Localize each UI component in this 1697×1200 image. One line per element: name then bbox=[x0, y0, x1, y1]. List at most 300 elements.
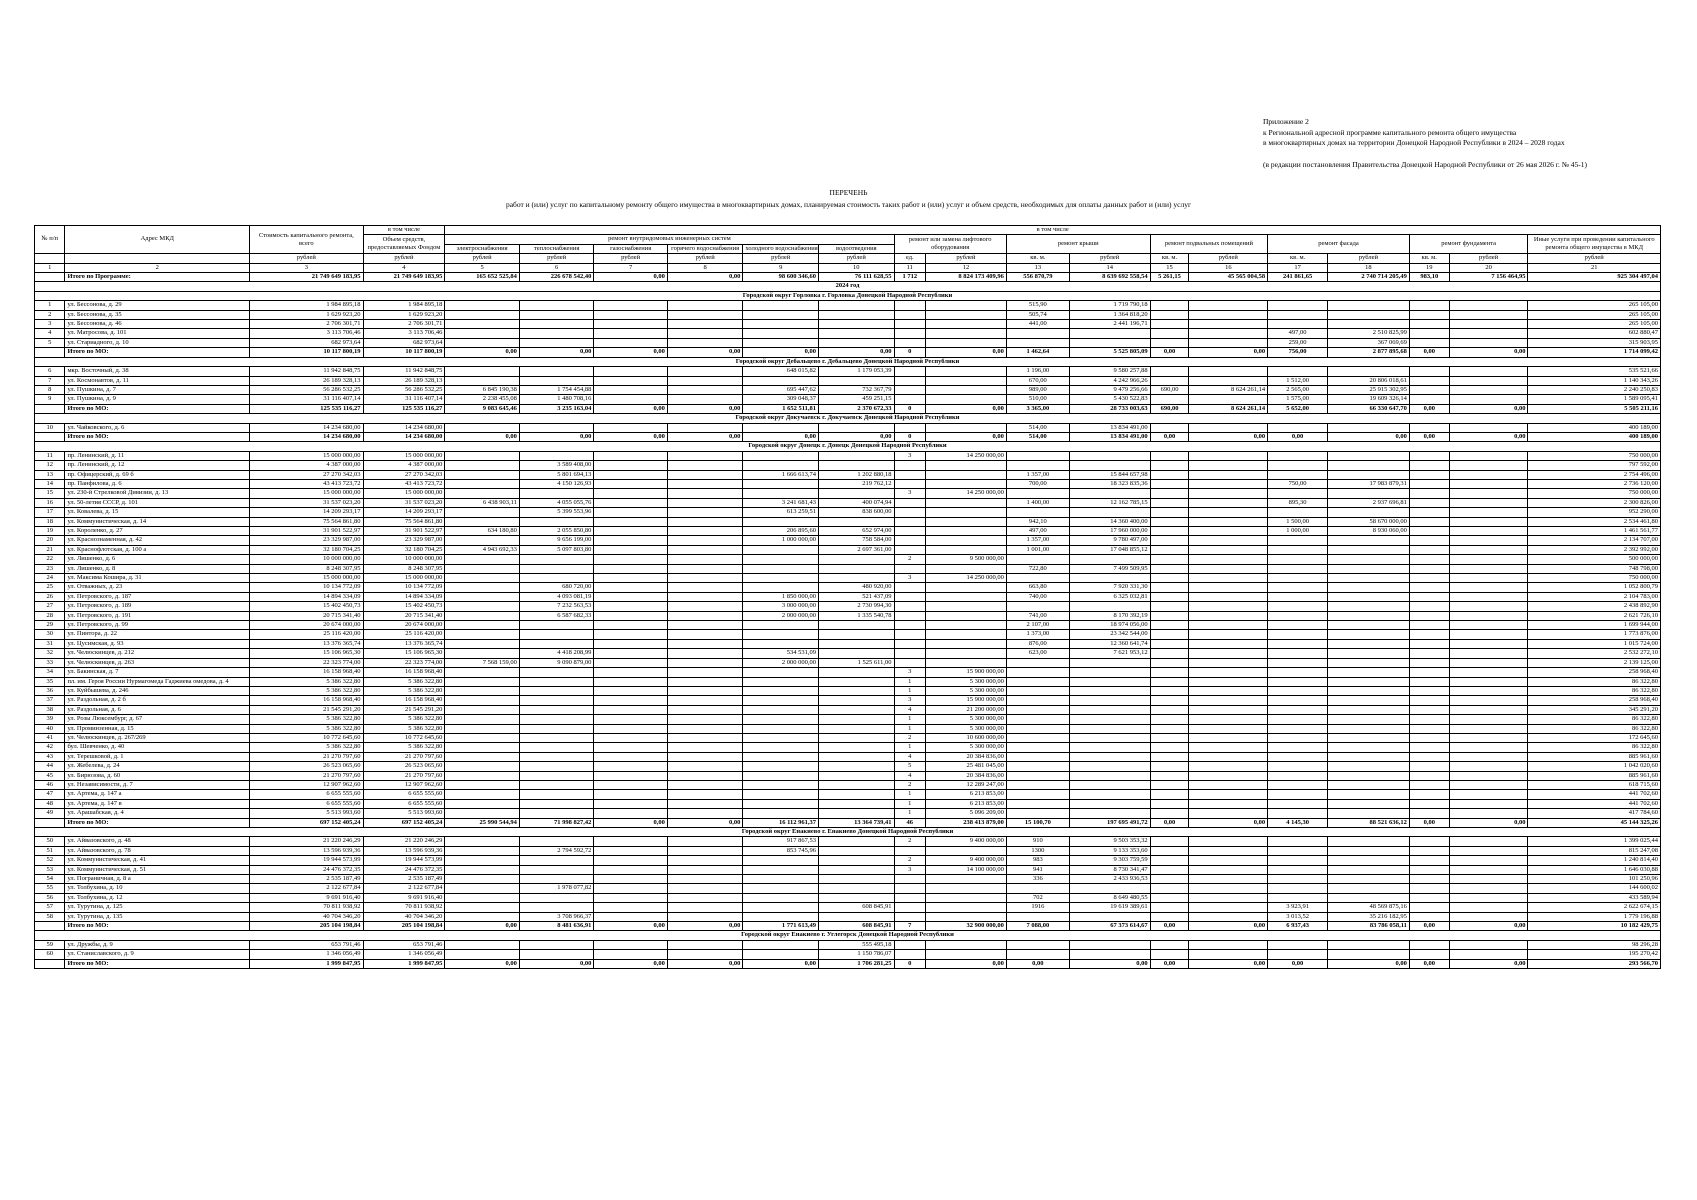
table-row bbox=[35, 696, 1661, 705]
address-cell: ул. Терешковой, д. 1 bbox=[65, 752, 250, 761]
value-cell bbox=[1189, 668, 1268, 677]
value-cell bbox=[667, 508, 743, 517]
value-cell bbox=[926, 385, 1007, 394]
row-number-cell: 14 bbox=[35, 479, 65, 488]
value-cell bbox=[818, 310, 894, 319]
value-cell bbox=[594, 940, 667, 949]
value-cell bbox=[594, 320, 667, 329]
value-cell bbox=[667, 301, 743, 310]
value-cell: 2 104 783,00 bbox=[1528, 592, 1661, 601]
value-cell bbox=[445, 752, 520, 761]
value-cell: 15 106 965,30 bbox=[363, 649, 445, 658]
value-cell bbox=[1449, 583, 1528, 592]
value-cell bbox=[519, 771, 594, 780]
value-cell bbox=[1268, 743, 1328, 752]
value-cell bbox=[1327, 809, 1409, 818]
value-cell bbox=[818, 639, 894, 648]
value-cell bbox=[519, 893, 594, 902]
value-cell: 16 112 961,37 bbox=[743, 818, 819, 827]
column-number: 9 bbox=[743, 263, 819, 272]
value-cell: 4 055 055,76 bbox=[519, 498, 594, 507]
value-cell bbox=[1449, 310, 1528, 319]
value-cell bbox=[1268, 545, 1328, 554]
value-cell: 336 bbox=[1006, 875, 1069, 884]
value-cell: 8 649 480,55 bbox=[1069, 893, 1150, 902]
value-cell bbox=[1449, 461, 1528, 470]
value-cell bbox=[818, 846, 894, 855]
value-cell bbox=[818, 733, 894, 742]
value-cell bbox=[1150, 517, 1189, 526]
value-cell bbox=[1150, 555, 1189, 564]
value-cell bbox=[1449, 865, 1528, 874]
value-cell bbox=[1268, 950, 1328, 959]
unit-cell: рублей bbox=[1069, 254, 1150, 263]
header-num: № п/п bbox=[35, 226, 65, 254]
value-cell bbox=[519, 630, 594, 639]
value-cell: 15 900 000,00 bbox=[926, 696, 1007, 705]
value-cell bbox=[818, 301, 894, 310]
municipality-row-label: Городской округ Донецк г. Донецк Донецкой Народной Республики bbox=[35, 442, 1661, 451]
value-cell bbox=[894, 583, 925, 592]
value-cell: 10 134 772,09 bbox=[250, 583, 363, 592]
value-cell bbox=[1327, 752, 1409, 761]
value-cell bbox=[445, 423, 520, 432]
value-cell bbox=[1069, 696, 1150, 705]
value-cell: 700,00 bbox=[1006, 479, 1069, 488]
value-cell: 13 364 739,41 bbox=[818, 818, 894, 827]
value-cell bbox=[818, 489, 894, 498]
value-cell bbox=[743, 517, 819, 526]
value-cell: 514,00 bbox=[1006, 423, 1069, 432]
value-cell: 1 666 613,74 bbox=[743, 470, 819, 479]
value-cell: 8 170 392,19 bbox=[1069, 611, 1150, 620]
value-cell bbox=[743, 451, 819, 460]
value-cell bbox=[818, 517, 894, 526]
value-cell: 885 961,60 bbox=[1528, 771, 1661, 780]
value-cell: 3 000 000,00 bbox=[743, 602, 819, 611]
value-cell: 1 461 561,77 bbox=[1528, 527, 1661, 536]
value-cell bbox=[743, 677, 819, 686]
value-cell: 722,80 bbox=[1006, 564, 1069, 573]
value-cell: 125 535 116,27 bbox=[250, 404, 363, 413]
value-cell bbox=[1006, 461, 1069, 470]
value-cell bbox=[445, 677, 520, 686]
value-cell bbox=[1449, 677, 1528, 686]
value-cell bbox=[445, 837, 520, 846]
value-cell bbox=[1006, 950, 1069, 959]
value-cell bbox=[1268, 470, 1328, 479]
value-cell bbox=[519, 705, 594, 714]
value-cell bbox=[1150, 574, 1189, 583]
value-cell bbox=[1150, 940, 1189, 949]
address-cell: Итого по МО: bbox=[65, 348, 250, 357]
value-cell: 16 158 968,40 bbox=[363, 696, 445, 705]
value-cell bbox=[519, 715, 594, 724]
value-cell: 6 325 032,81 bbox=[1069, 592, 1150, 601]
value-cell bbox=[1449, 893, 1528, 902]
address-cell: ул. Дружбы, д. 9 bbox=[65, 940, 250, 949]
value-cell: 1 357,00 bbox=[1006, 470, 1069, 479]
value-cell: 1916 bbox=[1006, 903, 1069, 912]
value-cell: 76 111 628,55 bbox=[818, 273, 894, 282]
unit-cell: рублей bbox=[1327, 254, 1409, 263]
value-cell bbox=[1409, 846, 1449, 855]
value-cell: 5 513 993,60 bbox=[363, 809, 445, 818]
value-cell bbox=[1150, 630, 1189, 639]
value-cell: 1 bbox=[894, 677, 925, 686]
column-number: 3 bbox=[250, 263, 363, 272]
column-number: 7 bbox=[594, 263, 667, 272]
value-cell bbox=[667, 780, 743, 789]
value-cell: 14 250 000,00 bbox=[926, 489, 1007, 498]
value-cell bbox=[1268, 489, 1328, 498]
value-cell bbox=[1409, 498, 1449, 507]
value-cell: 26 523 065,60 bbox=[250, 762, 363, 771]
municipality-total-row bbox=[35, 432, 1661, 441]
value-cell bbox=[1150, 809, 1189, 818]
value-cell bbox=[818, 696, 894, 705]
value-cell: 15 106 965,30 bbox=[250, 649, 363, 658]
value-cell: 441,00 bbox=[1006, 320, 1069, 329]
table-row bbox=[35, 724, 1661, 733]
value-cell bbox=[519, 555, 594, 564]
value-cell: 3 bbox=[894, 865, 925, 874]
value-cell bbox=[1409, 743, 1449, 752]
value-cell: 25 116 420,00 bbox=[363, 630, 445, 639]
value-cell: 15 000 000,00 bbox=[363, 574, 445, 583]
value-cell bbox=[594, 508, 667, 517]
appendix-line-1: Приложение 2 bbox=[1263, 117, 1309, 126]
table-row bbox=[35, 301, 1661, 310]
value-cell bbox=[519, 376, 594, 385]
value-cell: 4 387 000,00 bbox=[250, 461, 363, 470]
value-cell bbox=[667, 329, 743, 338]
value-cell bbox=[1069, 508, 1150, 517]
unit-cell: ед. bbox=[894, 254, 925, 263]
value-cell bbox=[445, 696, 520, 705]
value-cell bbox=[1449, 621, 1528, 630]
value-cell bbox=[519, 517, 594, 526]
value-cell: 750 000,00 bbox=[1528, 451, 1661, 460]
value-cell: 125 535 116,27 bbox=[363, 404, 445, 413]
value-cell: 670,00 bbox=[1006, 376, 1069, 385]
unit-cell: рублей bbox=[743, 254, 819, 263]
value-cell bbox=[1150, 762, 1189, 771]
address-cell: ул. Челюскинцев, д. 263 bbox=[65, 658, 250, 667]
value-cell bbox=[667, 658, 743, 667]
row-number-cell: 50 bbox=[35, 837, 65, 846]
value-cell bbox=[445, 733, 520, 742]
table-row bbox=[35, 498, 1661, 507]
value-cell bbox=[894, 527, 925, 536]
value-cell bbox=[1409, 385, 1449, 394]
value-cell bbox=[519, 733, 594, 742]
table-row bbox=[35, 630, 1661, 639]
value-cell: 0,00 bbox=[445, 348, 520, 357]
row-number-cell: 56 bbox=[35, 893, 65, 902]
value-cell bbox=[1069, 461, 1150, 470]
value-cell bbox=[1409, 912, 1449, 921]
header-electric: электроснабжения bbox=[445, 244, 520, 253]
value-cell bbox=[818, 621, 894, 630]
header-funds: Объем средств, предоставляемых Фондом bbox=[363, 235, 445, 254]
value-cell: 5 513 993,60 bbox=[250, 809, 363, 818]
value-cell: 0 bbox=[894, 404, 925, 413]
value-cell bbox=[667, 479, 743, 488]
value-cell: 853 745,96 bbox=[743, 846, 819, 855]
value-cell bbox=[1268, 724, 1328, 733]
value-cell: 1 480 708,16 bbox=[519, 395, 594, 404]
address-cell: ул. Петровского, д. 189 bbox=[65, 602, 250, 611]
address-cell: ул. Розы Люксембург, д. 67 bbox=[65, 715, 250, 724]
value-cell bbox=[1409, 489, 1449, 498]
value-cell: 0,00 bbox=[1449, 922, 1528, 931]
table-row bbox=[35, 950, 1661, 959]
value-cell bbox=[1189, 508, 1268, 517]
address-cell: ул. Лишенко, д. 6 bbox=[65, 555, 250, 564]
value-cell: 5 386 322,80 bbox=[250, 677, 363, 686]
value-cell bbox=[519, 950, 594, 959]
value-cell: 1300 bbox=[1006, 846, 1069, 855]
value-cell bbox=[519, 809, 594, 818]
value-cell bbox=[1409, 733, 1449, 742]
address-cell: ул. Бессонова, д. 29 bbox=[65, 301, 250, 310]
value-cell bbox=[1409, 893, 1449, 902]
value-cell bbox=[1409, 621, 1449, 630]
value-cell: 5 525 805,09 bbox=[1069, 348, 1150, 357]
value-cell: 3 013,52 bbox=[1268, 912, 1328, 921]
value-cell bbox=[667, 696, 743, 705]
value-cell: 0,00 bbox=[1409, 818, 1449, 827]
value-cell: 1 771 613,49 bbox=[743, 922, 819, 931]
value-cell: 1 699 944,00 bbox=[1528, 621, 1661, 630]
value-cell bbox=[1409, 856, 1449, 865]
value-cell: 0,00 bbox=[667, 432, 743, 441]
value-cell bbox=[445, 508, 520, 517]
value-cell: 24 476 372,35 bbox=[250, 865, 363, 874]
value-cell: 219 762,12 bbox=[818, 479, 894, 488]
table-row bbox=[35, 385, 1661, 394]
address-cell: Итого по МО: bbox=[65, 404, 250, 413]
value-cell bbox=[1327, 715, 1409, 724]
value-cell bbox=[667, 950, 743, 959]
value-cell bbox=[926, 498, 1007, 507]
value-cell bbox=[1006, 884, 1069, 893]
value-cell bbox=[594, 498, 667, 507]
value-cell bbox=[818, 668, 894, 677]
value-cell bbox=[926, 583, 1007, 592]
value-cell bbox=[1069, 668, 1150, 677]
address-cell: пр. Ленинский, д. 12 bbox=[65, 461, 250, 470]
value-cell: 0,00 bbox=[926, 959, 1007, 968]
value-cell bbox=[1409, 809, 1449, 818]
value-cell bbox=[1449, 696, 1528, 705]
value-cell: 20 674 000,00 bbox=[363, 621, 445, 630]
value-cell bbox=[1006, 451, 1069, 460]
value-cell bbox=[1327, 950, 1409, 959]
table-row bbox=[35, 310, 1661, 319]
value-cell bbox=[594, 385, 667, 394]
row-number-cell: 37 bbox=[35, 696, 65, 705]
value-cell: 885 961,60 bbox=[1528, 752, 1661, 761]
value-cell bbox=[1409, 799, 1449, 808]
value-cell bbox=[894, 903, 925, 912]
value-cell: 942,10 bbox=[1006, 517, 1069, 526]
value-cell bbox=[1189, 790, 1268, 799]
value-cell: 1 714 099,42 bbox=[1528, 348, 1661, 357]
value-cell bbox=[445, 574, 520, 583]
row-number-cell: 33 bbox=[35, 658, 65, 667]
value-cell bbox=[1069, 752, 1150, 761]
value-cell bbox=[1150, 338, 1189, 347]
value-cell bbox=[594, 790, 667, 799]
value-cell: 9 090 879,00 bbox=[519, 658, 594, 667]
value-cell bbox=[1150, 545, 1189, 554]
value-cell bbox=[667, 592, 743, 601]
value-cell: 756,00 bbox=[1268, 348, 1328, 357]
value-cell: 265 105,00 bbox=[1528, 301, 1661, 310]
value-cell bbox=[519, 724, 594, 733]
value-cell bbox=[743, 743, 819, 752]
value-cell bbox=[1189, 545, 1268, 554]
value-cell bbox=[1006, 715, 1069, 724]
value-cell: 0,00 bbox=[519, 432, 594, 441]
value-cell bbox=[519, 677, 594, 686]
value-cell: 4 387 000,00 bbox=[363, 461, 445, 470]
value-cell: 480 920,00 bbox=[818, 583, 894, 592]
address-cell: ул. Бессонова, д. 46 bbox=[65, 320, 250, 329]
value-cell bbox=[1189, 809, 1268, 818]
table-row bbox=[35, 395, 1661, 404]
value-cell bbox=[1327, 940, 1409, 949]
value-cell: 2 bbox=[894, 555, 925, 564]
value-cell bbox=[594, 893, 667, 902]
address-cell: ул. Петровского, д. 99 bbox=[65, 621, 250, 630]
value-cell bbox=[1006, 940, 1069, 949]
value-cell bbox=[1189, 940, 1268, 949]
row-number-cell: 2 bbox=[35, 310, 65, 319]
value-cell: 10 000 000,00 bbox=[363, 555, 445, 564]
value-cell: 21 749 649 183,95 bbox=[250, 273, 363, 282]
value-cell bbox=[1409, 517, 1449, 526]
column-number: 11 bbox=[894, 263, 925, 272]
value-cell bbox=[1150, 705, 1189, 714]
value-cell bbox=[926, 893, 1007, 902]
value-cell bbox=[594, 696, 667, 705]
value-cell: 25 915 302,95 bbox=[1327, 385, 1409, 394]
value-cell bbox=[743, 545, 819, 554]
value-cell bbox=[1189, 846, 1268, 855]
value-cell bbox=[743, 696, 819, 705]
value-cell bbox=[743, 705, 819, 714]
value-cell bbox=[1150, 715, 1189, 724]
address-cell: ул. Коммунистическая, д. 14 bbox=[65, 517, 250, 526]
value-cell: 15 100,70 bbox=[1006, 818, 1069, 827]
value-cell bbox=[818, 423, 894, 432]
value-cell bbox=[1449, 611, 1528, 620]
address-cell: ул. Чайковского, д. 6 bbox=[65, 423, 250, 432]
value-cell bbox=[1449, 301, 1528, 310]
value-cell bbox=[743, 762, 819, 771]
value-cell bbox=[519, 780, 594, 789]
value-cell: 9 691 916,40 bbox=[250, 893, 363, 902]
value-cell: 5 505 211,16 bbox=[1528, 404, 1661, 413]
value-cell: 0,00 bbox=[1150, 959, 1189, 968]
value-cell bbox=[894, 479, 925, 488]
value-cell: 31 537 023,20 bbox=[250, 498, 363, 507]
value-cell bbox=[1150, 790, 1189, 799]
value-cell bbox=[1449, 668, 1528, 677]
unit-cell: кв. м. bbox=[1150, 254, 1189, 263]
value-cell bbox=[445, 376, 520, 385]
row-number-cell: 29 bbox=[35, 621, 65, 630]
table-row bbox=[35, 733, 1661, 742]
value-cell bbox=[519, 865, 594, 874]
row-number-cell: 24 bbox=[35, 574, 65, 583]
value-cell bbox=[926, 508, 1007, 517]
value-cell bbox=[1189, 395, 1268, 404]
value-cell: 910 bbox=[1006, 837, 1069, 846]
value-cell: 983 bbox=[1006, 856, 1069, 865]
value-cell bbox=[1150, 470, 1189, 479]
value-cell bbox=[1006, 762, 1069, 771]
value-cell: 750 000,00 bbox=[1528, 574, 1661, 583]
value-cell: 2 392 992,00 bbox=[1528, 545, 1661, 554]
value-cell: 9 083 645,46 bbox=[445, 404, 520, 413]
year-row-label: 2024 год bbox=[35, 282, 1661, 291]
value-cell: 1 000 000,00 bbox=[743, 536, 819, 545]
value-cell bbox=[1189, 733, 1268, 742]
row-number-cell: 51 bbox=[35, 846, 65, 855]
value-cell bbox=[743, 621, 819, 630]
value-cell bbox=[926, 658, 1007, 667]
table-row bbox=[35, 508, 1661, 517]
value-cell bbox=[1150, 677, 1189, 686]
value-cell bbox=[1006, 752, 1069, 761]
value-cell: 1 652 511,81 bbox=[743, 404, 819, 413]
value-cell bbox=[1268, 790, 1328, 799]
value-cell bbox=[894, 893, 925, 902]
value-cell: 15 000 000,00 bbox=[250, 489, 363, 498]
value-cell bbox=[1268, 940, 1328, 949]
table-row bbox=[35, 780, 1661, 789]
value-cell: 702 bbox=[1006, 893, 1069, 902]
value-cell bbox=[743, 583, 819, 592]
table-row bbox=[35, 846, 1661, 855]
value-cell bbox=[1006, 724, 1069, 733]
value-cell: 18 323 835,36 bbox=[1069, 479, 1150, 488]
value-cell bbox=[1150, 780, 1189, 789]
value-cell bbox=[445, 893, 520, 902]
value-cell: 0,00 bbox=[926, 432, 1007, 441]
value-cell: 2 000 000,00 bbox=[743, 658, 819, 667]
value-cell bbox=[894, 630, 925, 639]
value-cell bbox=[926, 592, 1007, 601]
value-cell: 9 400 000,00 bbox=[926, 856, 1007, 865]
value-cell: 70 811 938,92 bbox=[250, 903, 363, 912]
value-cell: 2 736 120,00 bbox=[1528, 479, 1661, 488]
unit-cell: рублей bbox=[926, 254, 1007, 263]
value-cell bbox=[926, 301, 1007, 310]
value-cell bbox=[894, 329, 925, 338]
column-number: 12 bbox=[926, 263, 1007, 272]
value-cell: 3 bbox=[894, 668, 925, 677]
address-cell: ул. Максима Кошира, д. 31 bbox=[65, 574, 250, 583]
value-cell: 0 bbox=[894, 432, 925, 441]
column-number: 1 bbox=[35, 263, 65, 272]
value-cell bbox=[1327, 668, 1409, 677]
value-cell: 16 158 968,40 bbox=[363, 668, 445, 677]
